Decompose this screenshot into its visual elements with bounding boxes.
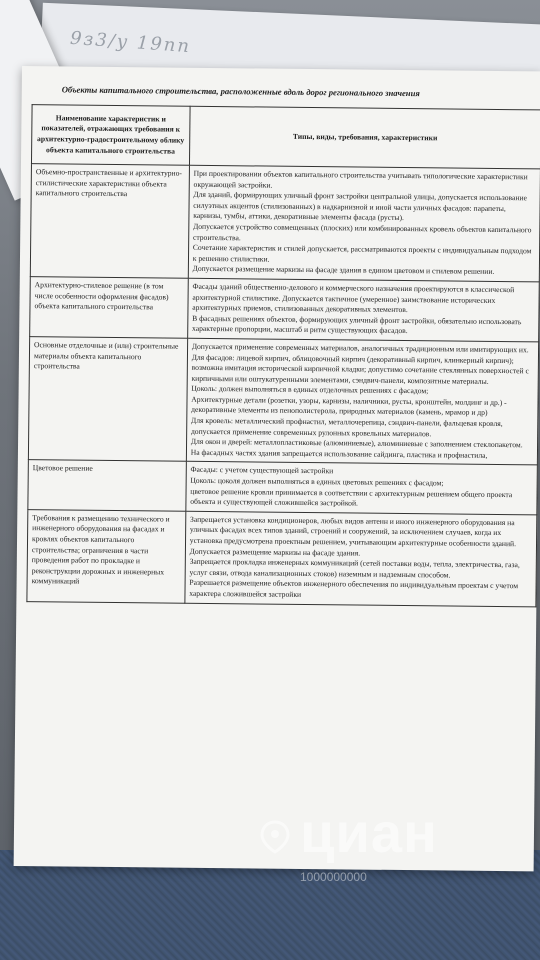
row-name: Архитектурно-стилевое решение (в том числе особенности оформления фасадов) объекта капитального строительства xyxy=(30,277,188,339)
content-line: Для кровель: металлический профнастил, металлочерепица, сэндвич-панели, фальцевая кровля, допускается применение современных рулонных кровельных материалов. xyxy=(190,415,503,438)
requirements-table xyxy=(26,104,540,607)
content-line: Сочетание характеристик и стилей допускается, рассматриваются проекты с индивидуальным подходом к решению стилистики. xyxy=(192,242,532,264)
document-title: Объекты капитального строительства, расположенные вдоль дорог регионального значения xyxy=(61,84,420,99)
document-page xyxy=(14,66,540,871)
header-characteristic-name: Наименование характеристик и показателей, отражающих требования к архитектурно-градостроительному облику объекта капитального строительства xyxy=(31,105,189,166)
content-line: Допускается устройство совмещенных (плоских) или комбинированных кровель объектов капитального строительства. xyxy=(192,221,532,242)
row-name: Цветовое решение xyxy=(28,460,186,511)
content-line: При проектировании объектов капитального строительства учитывать типологические характеристики окружающей застройки. xyxy=(193,168,528,190)
row-name: Требования к размещению технического и инженерного оборудования на фасадах и кровлях объектов капитального строительства; ограничения в части проведения работ по прокладке и реконструкции дорожных и инженерных коммуникаций xyxy=(27,509,186,602)
content-line: Цоколь: цоколя должен выполняться в единых цветовых решениях с фасадом; xyxy=(190,475,444,488)
content-line: Запрещается установка кондиционеров, любых видов антенн и иного инженерного оборудования на уличных фасадах всех типов зданий, строений и сооружений, за исключением случаев, когда их установка предусмотрена проектным решением, учитывающим архитектурные особенности зданий. xyxy=(189,514,517,549)
content-line: Допускается размещение маркизы на фасаде здания в едином цветовом и стилевом решении. xyxy=(192,264,495,277)
table-header-row xyxy=(31,105,540,169)
handwritten-scribble: 9з3/у 19пп xyxy=(69,27,192,58)
table-row xyxy=(30,164,540,282)
content-line: Цоколь: должен выполняться в единых отделочных решениях с фасадом; xyxy=(191,384,429,396)
content-line: Фасады: с учетом существующей застройки xyxy=(190,465,334,476)
row-content xyxy=(188,165,540,282)
row-name: Объемно-пространственные и архитектурно-стилистические характеристики объекта капитального строительства xyxy=(30,164,189,279)
row-content xyxy=(186,338,538,465)
content-line: Разрешается размещение объектов инженерного обеспечения по индивидуальным проектам с учетом характера сложившейся застройки xyxy=(189,578,519,599)
content-line: Для зданий, формирующих уличный фронт застройки центральной улицы, допускается использование силуэтных акцентов (стилизованных) в надкарнизной и иной части уличных фасадов: парапеты, карнизы, тумбы, аттики, декоративные элементы фасада (русты). xyxy=(193,189,527,223)
content-line: Для фасадов: лицевой кирпич, облицовочный кирпич (декоративный кирпич, клинкерный кирпич); возможна имитация исторической кирпичной кладки; допустимо сочетание стеклянных поверхностей с кирпичными или оштукатуренными элементами, сэндвич-панели, композитные материалы. xyxy=(191,352,529,386)
location-pin-icon xyxy=(258,820,292,854)
row-content xyxy=(187,278,539,342)
content-line: Запрещается прокладка инженерных коммуникаций (сетей поставки воды, тепла, электричества, газа, услуг связи, отвода канализационных стоков) наземным и надземным способом. xyxy=(189,556,520,580)
content-line: Для окон и дверей: металлопластиковые (алюминиевые), алюминиевые с заполнением стеклопакетом. xyxy=(190,437,523,450)
table-row xyxy=(28,337,538,466)
watermark-id: 1000000000 xyxy=(300,870,367,884)
content-line: цветовое решение кровли принимается в соответствии с архитектурным решением общего проекта объекта и существующей сложившейся застройкой. xyxy=(190,486,513,508)
content-line: На фасадных частях здания запрещается использование сайдинга, пластика и профнастила, xyxy=(190,447,488,460)
table-row xyxy=(30,277,540,342)
row-name: Основные отделочные и (или) строительные материалы объекта капитального строительства xyxy=(28,337,187,462)
content-line: Фасады зданий общественно-делового и коммерческого назначения проектируются в классической архитектурной стилистике. Допускается тактичное (умеренное) заимствование исторических архитектурных приемов, стилизованных декоративных элементов. xyxy=(192,281,515,315)
table-row xyxy=(27,509,537,606)
watermark-brand: циан xyxy=(300,801,438,864)
header-types-requirements: Типы, виды, требования, характеристики xyxy=(189,106,540,169)
content-line: В фасадных решениях объектов, формирующих уличный фронт застройки, обязательно использовать характерные пропорции, масштаб и ритм существующих фасадов. xyxy=(191,313,522,336)
row-content xyxy=(186,462,538,515)
content-line: Архитектурные детали (розетки, узоры, карнизы, наличники, русты, кронштейн, молдинг и др.) - декоративные элементы из пенополистерола, природных материалов (камень, мрамор и др) xyxy=(191,394,507,418)
row-content xyxy=(185,511,537,606)
table-row xyxy=(28,460,537,515)
content-line: Допускается применение современных материалов, аналогичных традиционным или имитирующих их. xyxy=(191,341,529,355)
content-line: Допускается размещение маркизы на фасаде здания. xyxy=(189,546,361,558)
